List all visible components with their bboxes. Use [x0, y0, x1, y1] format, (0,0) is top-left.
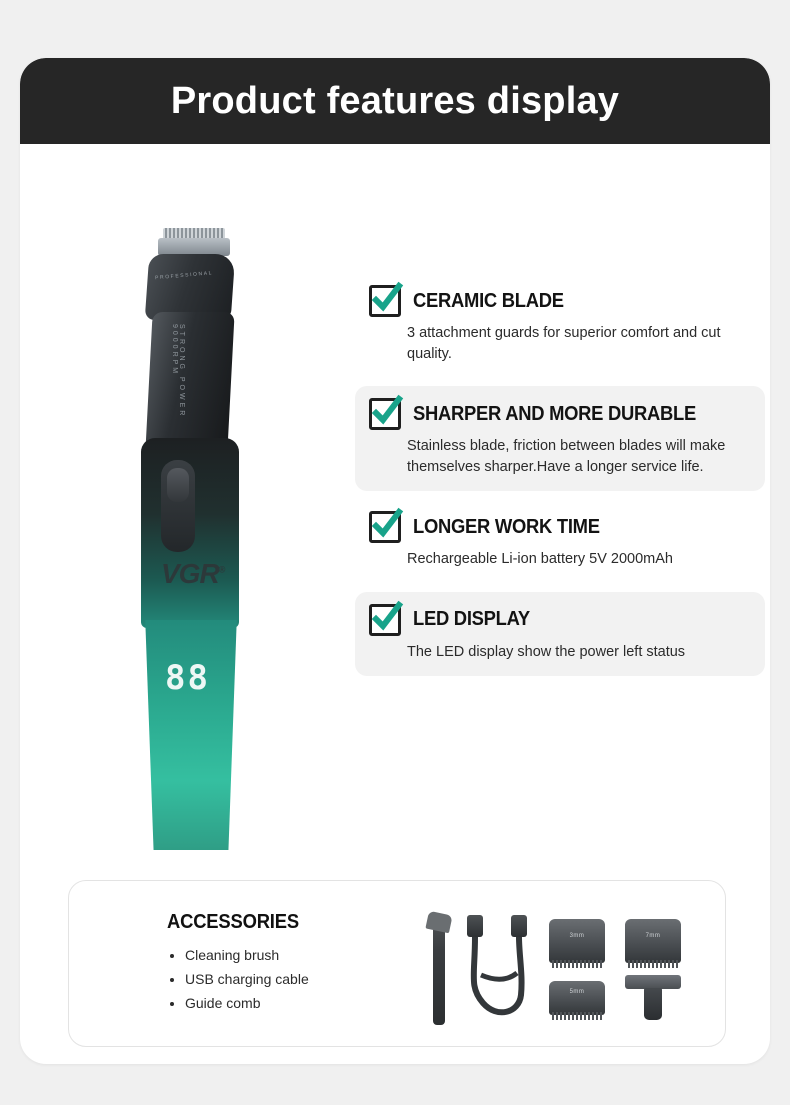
guide-comb-7mm-image: [625, 919, 681, 963]
guide-comb-teeth: [552, 960, 602, 968]
feature-header: [369, 511, 751, 543]
accessories-title: ACCESSORIES: [167, 911, 299, 933]
features-list: [355, 273, 765, 684]
trimmer-body-top: [145, 312, 234, 452]
feature-title: LONGER WORK TIME: [413, 515, 600, 538]
list-item: • USB charging cable: [185, 967, 309, 991]
trimmer-body-bottom: [139, 620, 243, 850]
accessories-panel: [68, 880, 726, 1047]
body-side-text: STRONG POWER 9000RPM: [171, 324, 185, 419]
guide-comb-3mm-label: 3mm: [569, 933, 585, 939]
header-bar: [20, 58, 770, 144]
product-image: [60, 168, 340, 868]
t-blade-bar: [625, 975, 681, 989]
checkmark-icon: [369, 511, 401, 543]
accessories-list: [169, 943, 309, 1015]
guide-comb-teeth: [628, 960, 678, 968]
list-item: • Cleaning brush: [185, 943, 309, 967]
t-blade-stem: [644, 988, 662, 1020]
hair-trimmer-illustration: [125, 228, 250, 868]
checkmark-icon: [369, 604, 401, 636]
guide-comb-3mm-image: [549, 919, 605, 963]
feature-description: Stainless blade, friction between blades will make themselves sharper.Have a longer service life.: [407, 438, 726, 475]
head-label-text: PROFESSIONAL: [154, 270, 214, 282]
guide-comb-7mm-label: 7mm: [645, 933, 661, 939]
guide-comb-5mm-image: [549, 981, 605, 1015]
power-switch-knob: [167, 468, 189, 502]
brand-trademark: ®: [218, 564, 225, 575]
feature-item-sharper-and-more-durable: [355, 386, 765, 491]
feature-header: [369, 285, 751, 317]
feature-description: Rechargeable Li-ion battery 5V 2000mAh: [407, 551, 673, 568]
checkmark-icon: [369, 398, 401, 430]
trimmer-head: [145, 254, 236, 320]
page-title: Product features display: [170, 79, 620, 122]
feature-title: CERAMIC BLADE: [413, 289, 564, 312]
feature-title: LED DISPLAY: [413, 608, 530, 631]
usb-plug-b: [511, 915, 527, 937]
guide-comb-teeth: [552, 1012, 602, 1020]
feature-header: [369, 398, 751, 430]
t-blade-image: [625, 975, 681, 1021]
brand-logo-text: VGR: [161, 558, 219, 589]
feature-item-ceramic-blade: [355, 273, 765, 378]
feature-item-longer-work-time: [355, 499, 765, 584]
feature-title: SHARPER AND MORE DURABLE: [413, 402, 697, 425]
brand-logo: [161, 558, 224, 590]
cleaning-brush-bristles: [425, 911, 452, 934]
guide-comb-5mm-label: 5mm: [569, 989, 585, 995]
accessories-images: [419, 901, 709, 1031]
feature-description: The LED display show the power left status: [407, 643, 686, 660]
product-feature-card: [20, 58, 770, 1064]
feature-header: [369, 604, 751, 636]
led-display-value: 88: [165, 658, 210, 698]
list-item: • Guide comb: [185, 991, 309, 1015]
usb-plug-a: [467, 915, 483, 937]
feature-description: 3 attachment guards for superior comfort and cut quality.: [407, 325, 721, 362]
feature-item-led-display: [355, 592, 765, 677]
cleaning-brush-image: [433, 925, 445, 1025]
usb-cable-image: [467, 915, 533, 1027]
checkmark-icon: [369, 285, 401, 317]
